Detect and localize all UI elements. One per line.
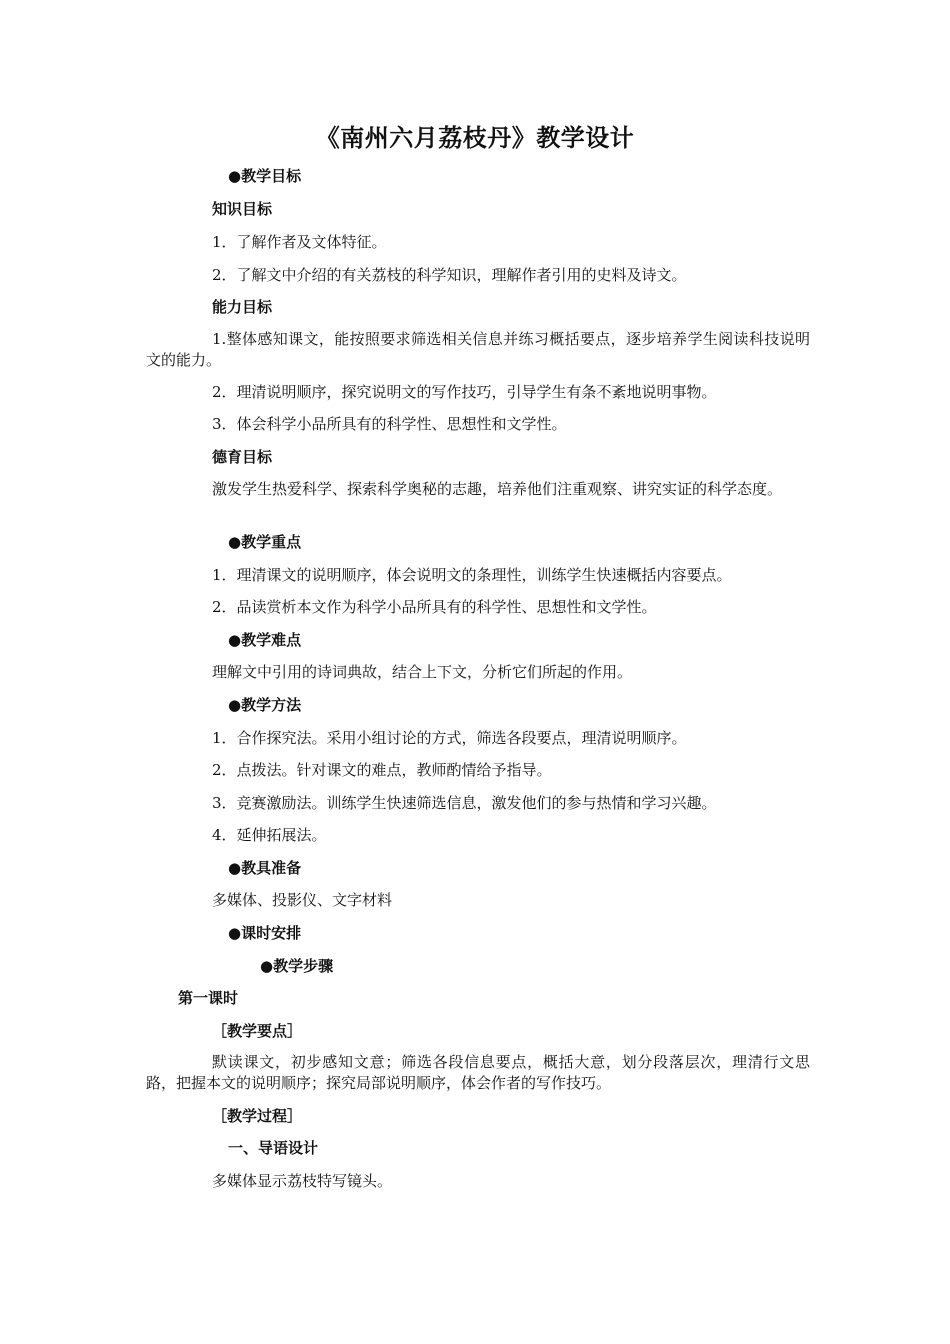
lesson-process-heading: ［教学过程］: [212, 1107, 303, 1125]
moral-objectives-text: 激发学生热爱科学、探索科学奥秘的志趣，培养他们注重观察、讲究实证的科学态度。: [212, 480, 783, 498]
objectives-heading: ●教学目标: [228, 167, 302, 185]
intro-text: 多媒体显示荔枝特写镜头。: [212, 1172, 393, 1190]
key-point-item-1: 1．理清课文的说明顺序，体会说明文的条理性，训练学生快速概括内容要点。: [212, 566, 732, 584]
lesson-one-heading: 第一课时: [178, 989, 239, 1007]
ability-item-2: 2．理清说明顺序，探究说明文的写作技巧，引导学生有条不紊地说明事物。: [212, 383, 717, 401]
method-item-1: 1．合作探究法。采用小组讨论的方式，筛选各段要点，理清说明顺序。: [212, 729, 687, 747]
lesson-points-heading: ［教学要点］: [212, 1022, 303, 1040]
key-point-item-2: 2．品读赏析本文作为科学小品所具有的科学性、思想性和文学性。: [212, 598, 657, 616]
key-points-heading: ●教学重点: [228, 533, 302, 551]
knowledge-item-2: 2．了解文中介绍的有关荔枝的科学知识，理解作者引用的史料及诗文。: [212, 266, 687, 284]
intro-heading: 一、导语设计: [228, 1139, 319, 1157]
ability-item-3: 3．体会科学小品所具有的科学性、思想性和文学性。: [212, 415, 567, 433]
lesson-points-text: 默读课文，初步感知文意；筛选各段信息要点，概括大意，划分段落层次，理清行文思路，把握本文的说明顺序；探究局部说明顺序，体会作者的写作技巧。: [146, 1053, 810, 1092]
method-item-4: 4．延伸拓展法。: [212, 826, 327, 844]
steps-heading: ●教学步骤: [260, 957, 334, 975]
document-title: 《南州六月荔枝丹》教学设计: [315, 124, 635, 152]
ability-item-1: 1.整体感知课文，能按照要求筛选相关信息并练习概括要点，逐步培养学生阅读科技说明文的能力。: [146, 330, 810, 369]
difficulties-text: 理解文中引用的诗词典故，结合上下文，分析它们所起的作用。: [212, 663, 633, 681]
schedule-heading: ●课时安排: [228, 924, 302, 942]
knowledge-item-1: 1．了解作者及文体特征。: [212, 233, 387, 251]
difficulties-heading: ●教学难点: [228, 631, 302, 649]
moral-objectives-heading: 德育目标: [212, 448, 273, 466]
knowledge-objectives-heading: 知识目标: [212, 200, 273, 218]
ability-objectives-heading: 能力目标: [212, 298, 273, 316]
method-item-3: 3．竞赛激励法。训练学生快速筛选信息，激发他们的参与热情和学习兴趣。: [212, 794, 717, 812]
tools-text: 多媒体、投影仪、文字材料: [212, 891, 393, 909]
method-item-2: 2．点拨法。针对课文的难点，教师酌情给予指导。: [212, 761, 552, 779]
tools-heading: ●教具准备: [228, 859, 302, 877]
methods-heading: ●教学方法: [228, 696, 302, 714]
